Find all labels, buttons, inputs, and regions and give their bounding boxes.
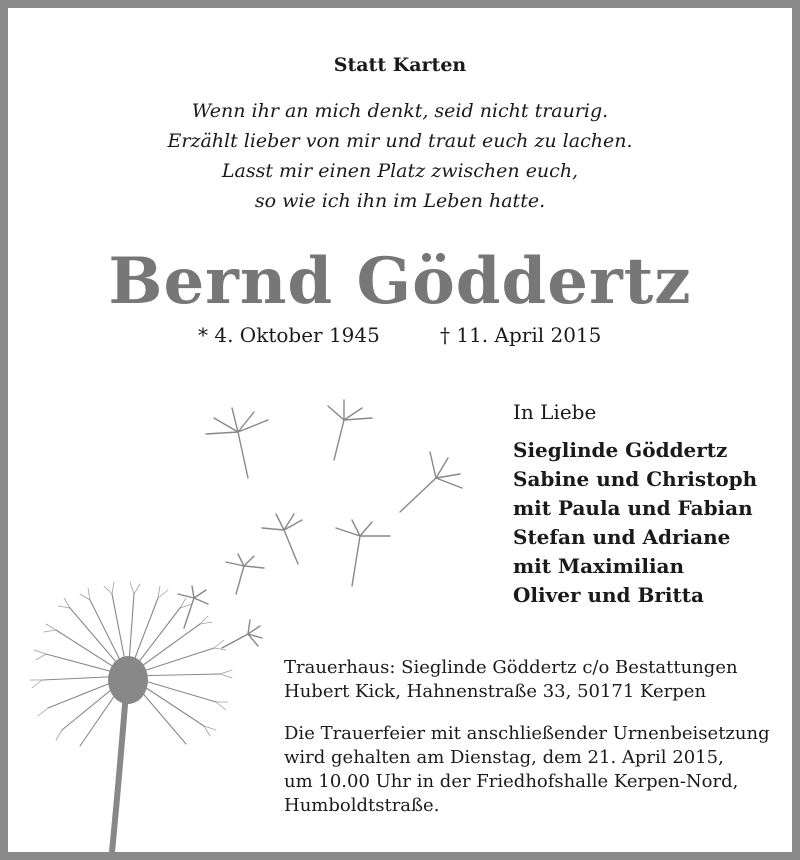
family-member: mit Paula und Fabian	[513, 496, 753, 520]
family-list	[513, 436, 757, 610]
death-date: † 11. April 2015	[440, 323, 602, 347]
family-member: Sabine und Christoph	[513, 467, 758, 491]
service-details	[284, 722, 770, 818]
poem-line: so wie ich ihn im Leben hatte.	[254, 190, 546, 212]
header-statt-karten: Statt Karten	[333, 54, 467, 76]
service-line: Die Trauerfeier mit anschließender Urnenbeisetzung	[284, 723, 770, 744]
poem-line: Wenn ihr an mich denkt, seid nicht traurig.	[191, 100, 609, 122]
birth-date: * 4. Oktober 1945	[198, 323, 380, 347]
address-line: Hubert Kick, Hahnenstraße 33, 50171 Kerpen	[284, 681, 707, 702]
family-member: Oliver und Britta	[513, 583, 704, 607]
deceased-name: Bernd Göddertz	[108, 244, 692, 319]
family-member: Sieglinde Göddertz	[513, 438, 728, 462]
address-line: Trauerhaus: Sieglinde Göddertz c/o Bestattungen	[284, 657, 738, 678]
service-line: wird gehalten am Dienstag, dem 21. April 2015,	[284, 747, 724, 768]
poem-line: Erzählt lieber von mir und traut euch zu lachen.	[167, 130, 633, 152]
family-member: Stefan und Adriane	[513, 525, 731, 549]
in-love-label: In Liebe	[513, 400, 597, 424]
trauerhaus-address	[284, 656, 738, 704]
service-line: um 10.00 Uhr in der Friedhofshalle Kerpen-Nord,	[284, 771, 739, 792]
family-member: mit Maximilian	[513, 554, 685, 578]
poem-line: Lasst mir einen Platz zwischen euch,	[221, 160, 579, 182]
service-line: Humboldtstraße.	[284, 795, 440, 816]
poem	[8, 96, 792, 216]
